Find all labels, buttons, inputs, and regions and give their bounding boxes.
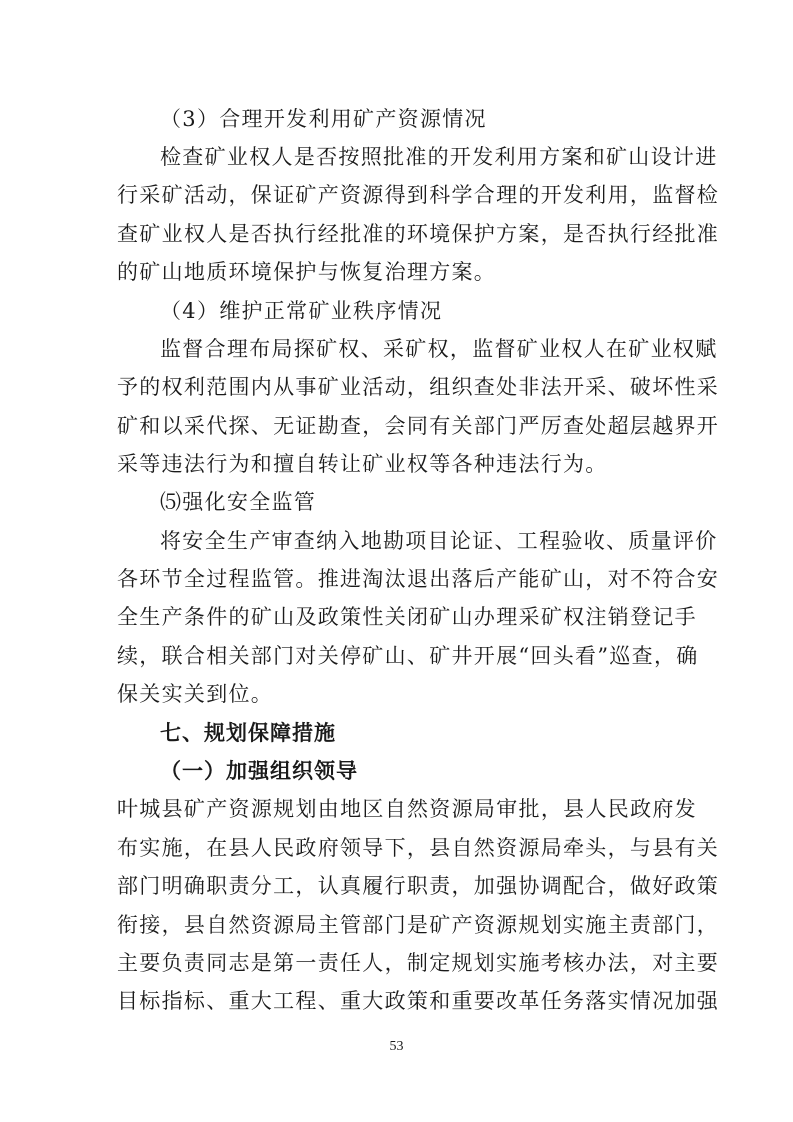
chapter-7-heading: 七、规划保障措施	[160, 721, 336, 745]
section-3-line-3: 查矿业权人是否执行经批准的环境保护方案，是否执行经批准	[117, 222, 720, 246]
section-5-line-5: 保关实关到位。	[117, 682, 274, 706]
section-4-heading: （4）维护正常矿业秩序情况	[160, 299, 443, 323]
section-4-line-3: 矿和以采代探、无证勘查，会同有关部门严厉查处超层越界开	[117, 414, 720, 438]
section-4-line-4: 采等违法行为和擅自转让矿业权等各种违法行为。	[117, 452, 608, 476]
chapter-7-line-5: 主要负责同志是第一责任人，制定规划实施考核办法，对主要	[117, 951, 720, 975]
section-3-line-2: 行采矿活动，保证矿产资源得到科学合理的开发利用，监督检	[117, 183, 720, 207]
chapter-7-sub-1-heading: （一）加强组织领导	[160, 759, 358, 783]
section-5-line-4: 续，联合相关部门对关停矿山、矿井开展“回头看”巡查，确	[117, 644, 699, 668]
section-5-line-2: 各环节全过程监管。推进淘汰退出落后产能矿山，对不符合安	[117, 567, 720, 591]
chapter-7-line-6: 目标指标、重大工程、重大政策和重要改革任务落实情况加强	[117, 989, 720, 1013]
page-number: 53	[389, 1039, 404, 1054]
chapter-7-line-1: 叶城县矿产资源规划由地区自然资源局审批，县人民政府发	[117, 797, 697, 821]
section-5-line-3: 全生产条件的矿山及政策性关闭矿山办理采矿权注销登记手	[117, 605, 697, 629]
section-4-line-1: 监督合理布局探矿权、采矿权，监督矿业权人在矿业权赋	[160, 337, 718, 361]
section-5-line-1: 将安全生产审查纳入地勘项目论证、工程验收、质量评价	[160, 529, 718, 553]
section-5-heading: ⑸强化安全监管	[160, 490, 317, 514]
chapter-7-line-3: 部门明确职责分工，认真履行职责，加强协调配合，做好政策	[117, 874, 720, 898]
section-4-line-2: 予的权利范围内从事矿业活动，组织查处非法开采、破坏性采	[117, 375, 720, 399]
section-3-line-1: 检查矿业权人是否按照批准的开发利用方案和矿山设计进	[160, 145, 718, 169]
chapter-7-line-2: 布实施，在县人民政府领导下，县自然资源局牵头，与县有关	[117, 836, 720, 860]
chapter-7-line-4: 衔接，县自然资源局主管部门是矿产资源规划实施主责部门，	[117, 913, 720, 937]
section-3-heading: （3）合理开发利用矿产资源情况	[160, 107, 487, 131]
section-3-line-4: 的矿山地质环境保护与恢复治理方案。	[117, 260, 497, 284]
